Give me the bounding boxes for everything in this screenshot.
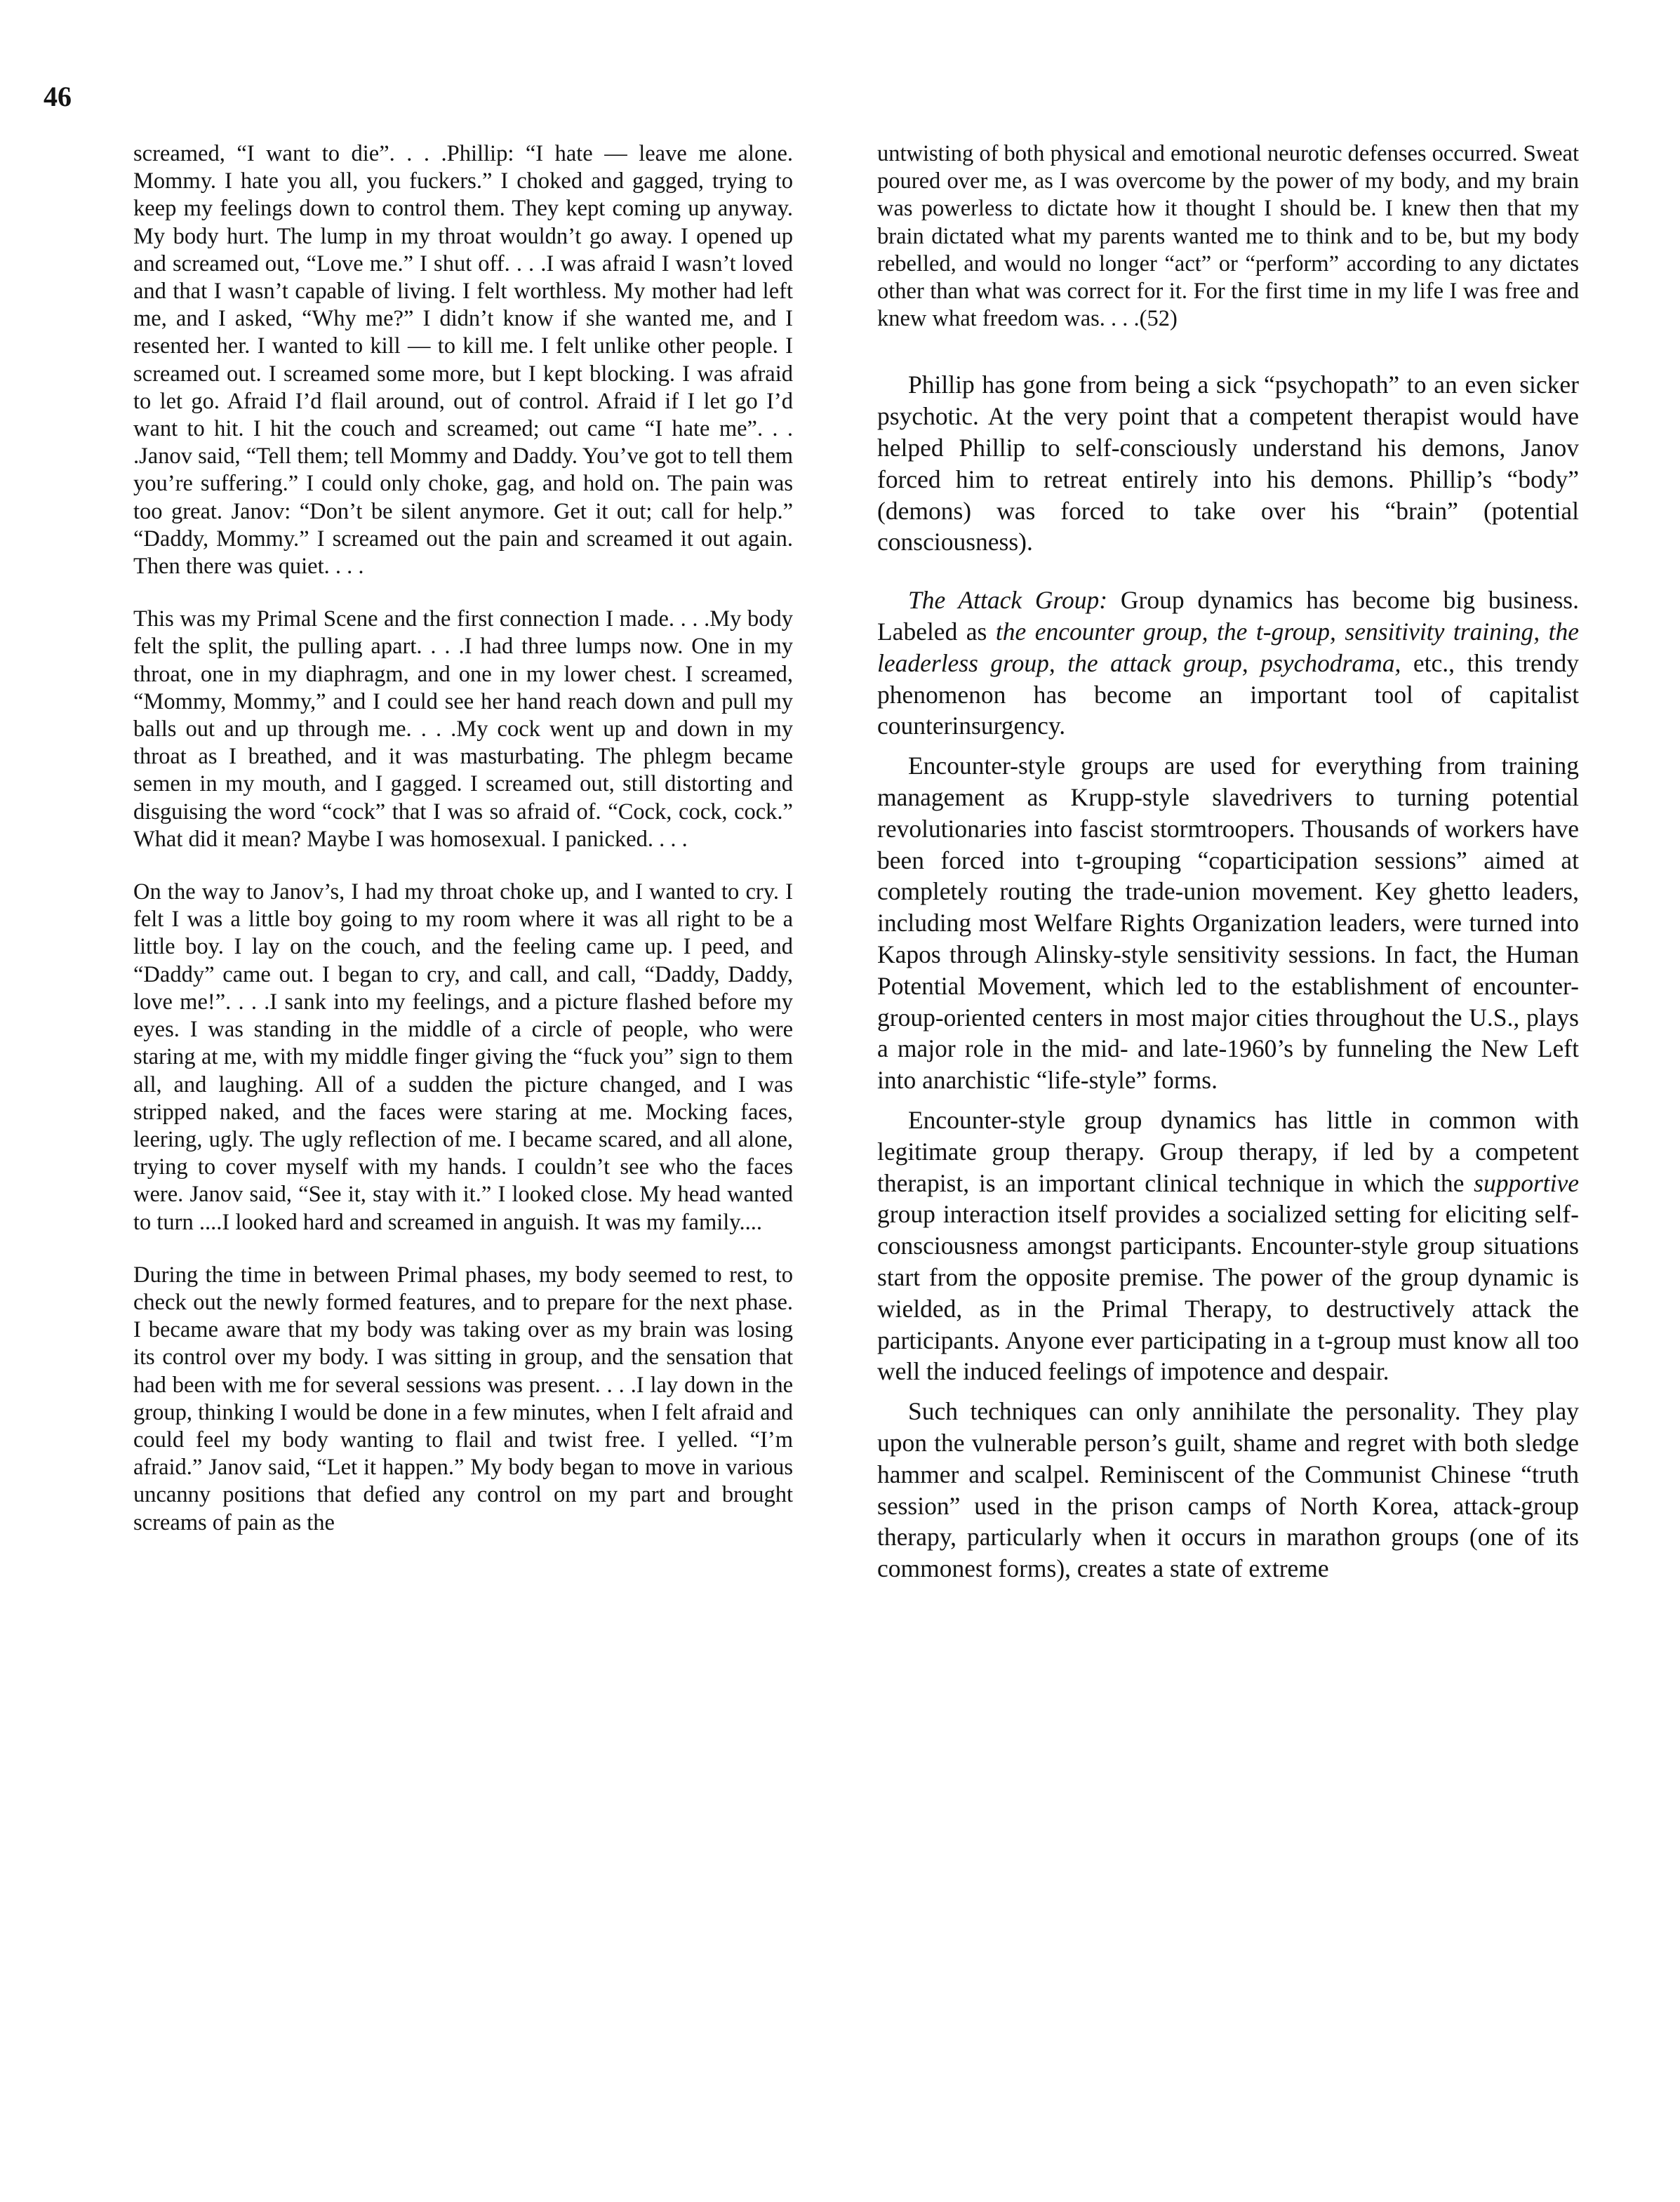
left-column bbox=[133, 140, 793, 1562]
italic-supportive: supportive bbox=[1474, 1168, 1579, 1197]
paragraph-text: etc., this trendy phenomenon has become an important tool of capitalist counterinsurgency. bbox=[877, 648, 1580, 740]
page-number: 46 bbox=[44, 81, 72, 112]
paragraph-psychopath: Phillip has gone from being a sick “psychopath” to an even sicker psychotic. At the very point that a competent therapist would have helped Phillip to self-consciously understand his demons, Janov forced him to retreat entirely into his demons. Phillip’s “body” (demons) was forced to take over his “brain” (potential consciousness). bbox=[877, 371, 1579, 556]
block-quote-primal-scene: This was my Primal Scene and the first connection I made. . . .My body felt the split, the pulling apart. . . .I had three lumps now. One in my throat, one in my diaphragm, and one in my lower chest. I screamed, “Mommy, Mommy,” and I could see her hand reach down and pull my balls out and up through me. . . .My cock went up and down in my throat as I breathed, and it was masturbating. The phlegm became semen in my mouth, and I gagged. I screamed out, still distorting and disguising the word “cock” that I was so afraid of. “Cock, cock, cock.” What did it mean? Maybe I was homosexual. I panicked. . . . bbox=[133, 606, 793, 852]
block-quote-way-to-janov: On the way to Janov’s, I had my throat choke up, and I wanted to cry. I felt I was a little boy going to my room where it was all right to be a little boy. I lay on the couch, and the feeling came up. I peed, and “Daddy” came out. I began to cry, and call, and call, “Daddy, Daddy, love me!”. . . .I sank into my feelings, and a picture flashed before my eyes. I was standing in the middle of a circle of people, who were staring at me, with my middle finger giving the “fuck you” sign to them all, and laughing. All of a sudden the picture changed, and I was stripped naked, and the faces were staring at me. Mocking faces, leering, ugly. The ugly reflection of me. I became scared, and all alone, trying to cover myself with my hands. I couldn’t see who the faces were. Janov said, “See it, stay with it.” I looked close. My head wanted to turn ....I looked hard and screamed in anguish. It was my family.... bbox=[133, 879, 793, 1235]
paragraph-text: Encounter-style group dynamics has little in common with legitimate group therapy. Group therapy, if led by a competent therapist, is an important clinical technique in which the bbox=[877, 1105, 1579, 1197]
paragraph-attack-group bbox=[877, 585, 1579, 742]
italic-group-terms: the encounter group, the t-group, sensitivity training, the leaderless group, the attack group, psychodrama, bbox=[877, 618, 1580, 677]
paragraph-text: group interaction itself provides a socialized setting for eliciting self-consciousness amongst participants. Encounter-style group situations start from the opposite premise. The power of the group dynamic is wielded, as in the Primal Therapy, to destructively attack the participants. Anyone ever participating in a t-group must know all too well the induced feelings of impotence and despair. bbox=[877, 1200, 1579, 1386]
paragraph-encounter-groups: Encounter-style groups are used for everything from training management as Krupp-style slavedrivers to turning potential revolutionaries into fascist stormtroopers. Thousands of workers have been forced into t-grouping “coparticipation sessions” aimed at completely routing the trade-union movement. Key ghetto leaders, including most Welfare Rights Organization leaders, were turned into Kapos through Alinsky-style sensitivity sessions. In fact, the Human Potential Movement, which led to the establishment of encounter-group-oriented centers in most major cities throughout the U.S., plays a major role in the mid- and late-1960’s by funneling the New Left into anarchistic “life-style” forms. bbox=[877, 752, 1579, 1095]
block-quote-primal-screams: screamed, “I want to die”. . . .Phillip: “I hate — leave me alone. Mommy. I hate you all, you fuckers.” I choked and gagged, trying to keep my feelings down to control them. They kept coming up anyway. My body hurt. The lump in my throat wouldn’t go away. I opened up and screamed out, “Love me.” I shut off. . . .I was afraid I wasn’t loved and that I wasn’t capable of living. I felt worthless. My mother had left me, and I asked, “Why me?” I didn’t know if she wanted me, and I resented her. I wanted to kill — to kill me. I felt unlike other people. I screamed out. I screamed some more, but I kept blocking. I was afraid to let go. Afraid I’d flail around, out of control. Afraid if I let go I’d want to hit. I hit the couch and screamed; out came “I hate me”. . . .Janov said, “Tell them; tell Mommy and Daddy. You’ve got to tell them you’re suffering.” I could only choke, gag, and hold on. The pain was too great. Janov: “Don’t be silent anymore. Get it out; call for help.” “Daddy, Mommy.” I screamed out the pain and screamed it out again. Then there was quiet. . . . bbox=[133, 141, 793, 580]
right-column bbox=[877, 140, 1579, 1584]
paragraph-group-therapy bbox=[877, 1105, 1579, 1387]
paragraph-annihilate-personality: Such techniques can only annihilate the personality. They play upon the vulnerable person’s guilt, shame and regret with both sledge hammer and scalpel. Reminiscent of the Communist Chinese “truth session” used in the prison camps of North Korea, attack-group therapy, particularly when it occurs in marathon groups (one of its commonest forms), creates a state of extreme bbox=[877, 1397, 1579, 1583]
paragraph-text: Group dynamics has become big business. Labeled as bbox=[877, 586, 1579, 646]
block-quote-primal-phases: During the time in between Primal phases, my body seemed to rest, to check out the newly formed features, and to prepare for the next phase. I became aware that my body was taking over as my brain was losing its control over my body. I was sitting in group, and the sensation that had been with me for several sessions was present. . . .I lay down in the group, thinking I would be done in a few minutes, when I felt afraid and could feel my body wanting to flail and twist free. I yelled. “I’m afraid.” Janov said, “Let it happen.” My body began to move in various uncanny positions that defied any control on my part and brought screams of pain as the bbox=[133, 1262, 793, 1535]
block-quote-continuation: untwisting of both physical and emotional neurotic defenses occurred. Sweat poured over me, as I was overcome by the power of my body, and my brain was powerless to dictate how it thought I should be. I knew then that my brain dictated what my parents wanted me to think and to be, but my body rebelled, and would no longer “act” or “perform” according to any dictates other than what was correct for it. For the first time in my life I was free and knew what freedom was. . . .(52) bbox=[877, 141, 1580, 332]
section-heading-attack-group: The Attack Group: bbox=[908, 586, 1108, 615]
